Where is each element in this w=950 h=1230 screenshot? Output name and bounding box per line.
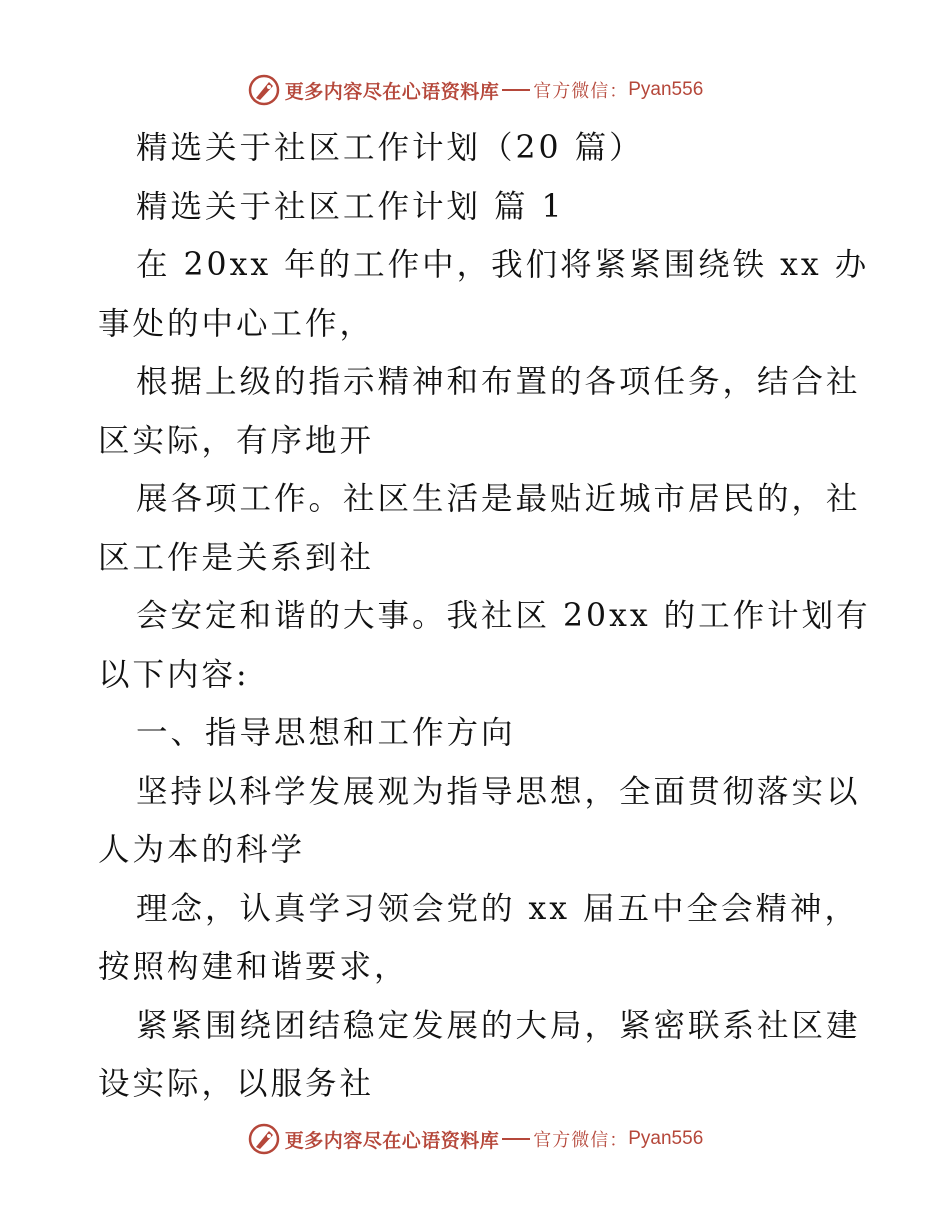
- paragraph-line: 根据上级的指示精神和布置的各项任务，结合社: [136, 364, 861, 400]
- paragraph-line: 会安定和谐的大事。我社区 20xx 的工作计划有: [136, 598, 871, 634]
- header-watermark-banner: [0, 70, 950, 110]
- banner-wechat-id: Pyan556: [628, 79, 704, 100]
- subsection-heading: 一、指导思想和工作方向: [136, 715, 516, 751]
- banner-wechat-label: 官方微信：: [533, 81, 629, 102]
- paragraph-line: 区实际，有序地开: [98, 422, 375, 459]
- banner-wechat-label: 官方微信：: [533, 1130, 629, 1151]
- document-body: [98, 119, 871, 1114]
- paragraph-line: 理念，认真学习领会党的 xx 届五中全会精神，: [136, 890, 860, 927]
- paragraph-line: 按照构建和谐要求，: [98, 949, 409, 985]
- pen-nib-logo-icon: [247, 1122, 281, 1156]
- banner-main-text: 更多内容尽在心语资料库: [284, 80, 500, 103]
- paragraph-line: 区工作是关系到社: [98, 539, 375, 576]
- paragraph-line: 设实际，以服务社: [98, 1066, 375, 1102]
- banner-dash: [502, 89, 530, 91]
- paragraph-line: 事处的中心工作，: [98, 305, 375, 342]
- banner-wechat-id: Pyan556: [628, 1128, 704, 1149]
- document-title: 精选关于社区工作计划（20 篇）: [136, 130, 644, 166]
- section-heading: 精选关于社区工作计划 篇 1: [136, 188, 565, 225]
- paragraph-line: 人为本的科学: [98, 832, 306, 868]
- pen-nib-logo-icon: [247, 73, 281, 107]
- paragraph-line: 以下内容:: [98, 656, 250, 693]
- paragraph-line: 在 20xx 年的工作中，我们将紧紧围绕铁 xx 办: [136, 247, 870, 283]
- banner-dash: [502, 1138, 530, 1140]
- paragraph-line: 紧紧围绕团结稳定发展的大局，紧密联系社区建: [136, 1007, 861, 1044]
- paragraph-line: 展各项工作。社区生活是最贴近城市居民的，社: [136, 481, 861, 517]
- banner-main-text: 更多内容尽在心语资料库: [284, 1129, 500, 1152]
- paragraph-line: 坚持以科学发展观为指导思想，全面贯彻落实以: [136, 773, 861, 810]
- footer-watermark-banner: [0, 1119, 950, 1159]
